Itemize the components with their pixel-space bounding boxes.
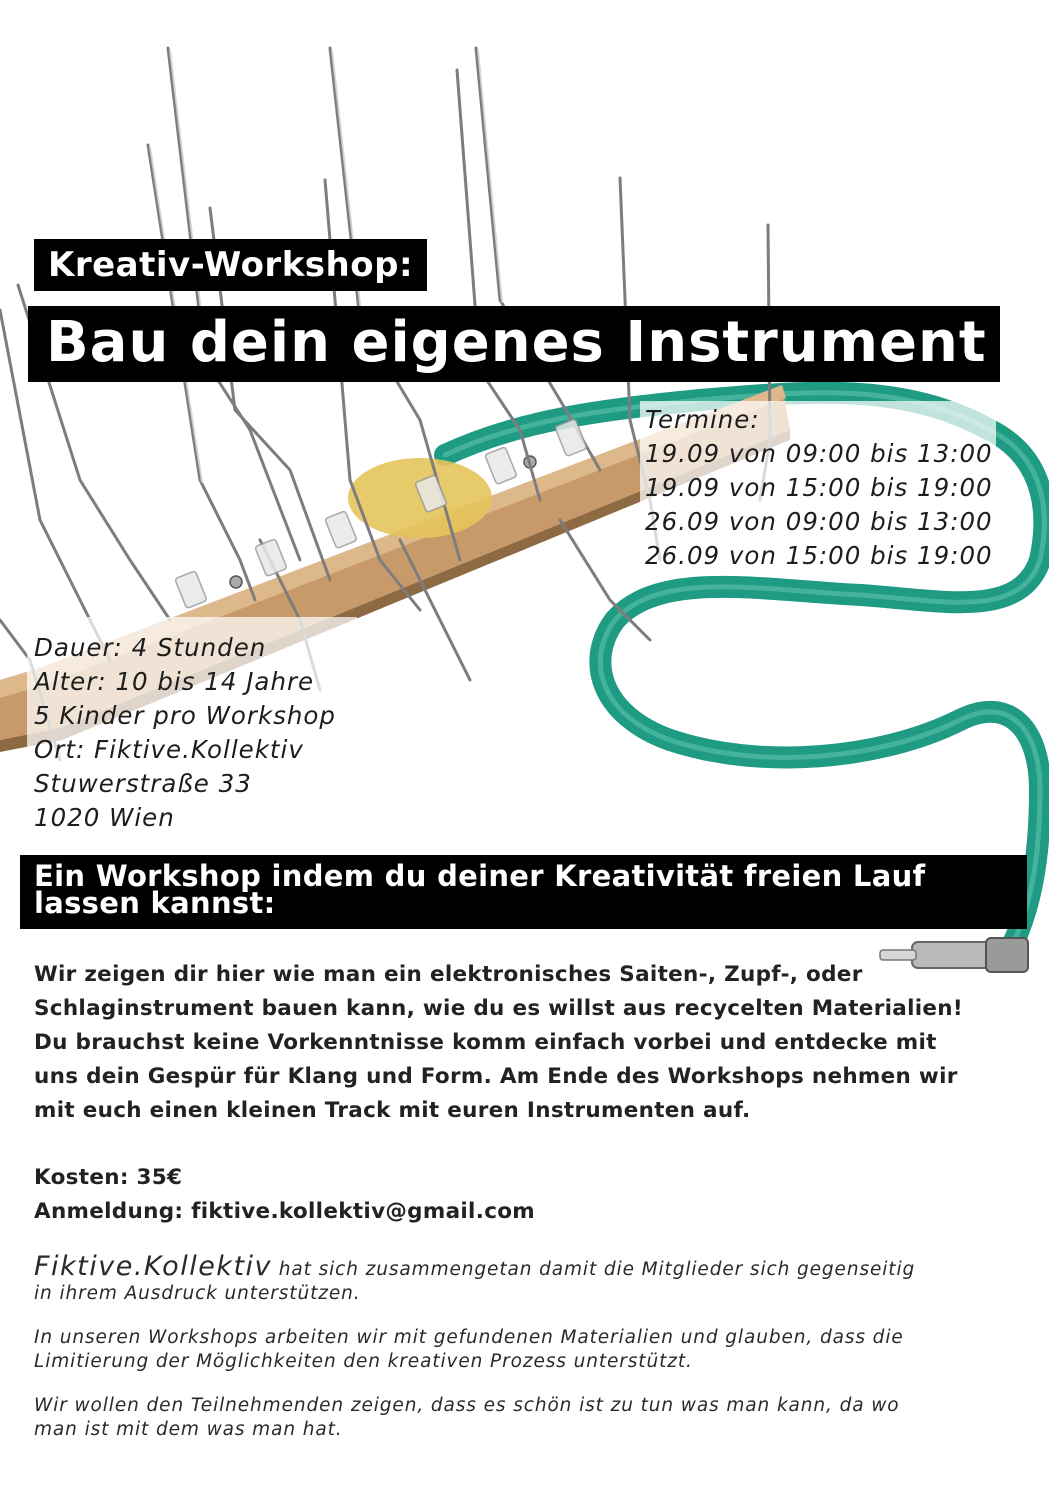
about-paragraph-3 (34, 1394, 900, 1442)
termin-date: 26.09 von 15:00 bis 19:00 (645, 541, 993, 570)
termin-date: 26.09 von 09:00 bis 13:00 (645, 507, 993, 536)
brand-name: Fiktive.Kollektiv (34, 1251, 273, 1282)
info-city: 1020 Wien (34, 803, 175, 832)
about-paragraph-1 (34, 1251, 916, 1306)
description-line: mit euch einen kleinen Track mit euren Instrumenten auf. (34, 1098, 751, 1123)
registration-email[interactable]: Anmeldung: fiktive.kollektiv@gmail.com (34, 1199, 536, 1224)
about-paragraph-2 (34, 1326, 904, 1374)
termine-panel (640, 401, 996, 573)
costs-block (34, 1161, 535, 1229)
description-line: Wir zeigen dir hier wie man ein elektronisches Saiten-, Zupf-, oder (34, 962, 863, 987)
about-text: hat sich zusammengetan damit die Mitglieder sich gegenseitig (272, 1259, 916, 1280)
info-duration: Dauer: 4 Stunden (34, 633, 267, 662)
description-line: Du brauchst keine Vorkenntnisse komm einfach vorbei und entdecke mit (34, 1030, 937, 1055)
about-text: man ist mit dem was man hat. (34, 1419, 343, 1440)
about-text: Wir wollen den Teilnehmenden zeigen, dass es schön ist zu tun was man kann, da wo (34, 1395, 900, 1416)
info-panel (27, 617, 357, 837)
info-capacity: 5 Kinder pro Workshop (34, 701, 336, 730)
about-text: In unseren Workshops arbeiten wir mit gefundenen Materialien und glauben, dass die (34, 1327, 904, 1348)
info-street: Stuwerstraße 33 (34, 769, 252, 798)
info-location: Ort: Fiktive.Kollektiv (34, 735, 304, 764)
termin-date: 19.09 von 09:00 bis 13:00 (645, 439, 993, 468)
termine-label: Termine: (645, 405, 760, 434)
about-text: Limitierung der Möglichkeiten den kreativen Prozess unterstützt. (34, 1351, 693, 1372)
description-line: uns dein Gespür für Klang und Form. Am Ende des Workshops nehmen wir (34, 1064, 958, 1089)
termin-date: 19.09 von 15:00 bis 19:00 (645, 473, 993, 502)
workshop-kicker: Kreativ-Workshop: (34, 239, 427, 291)
section-subheading: Ein Workshop indem du deiner Kreativität freien Lauf lassen kannst: (20, 855, 1027, 929)
info-age: Alter: 10 bis 14 Jahre (34, 667, 315, 696)
price: Kosten: 35€ (34, 1165, 183, 1190)
description-line: Schlaginstrument bauen kann, wie du es willst aus recycelten Materialien! (34, 996, 964, 1021)
page-title: Bau dein eigenes Instrument (28, 306, 1000, 382)
about-text: in ihrem Ausdruck unterstützen. (34, 1283, 361, 1304)
workshop-description (34, 958, 1024, 1128)
